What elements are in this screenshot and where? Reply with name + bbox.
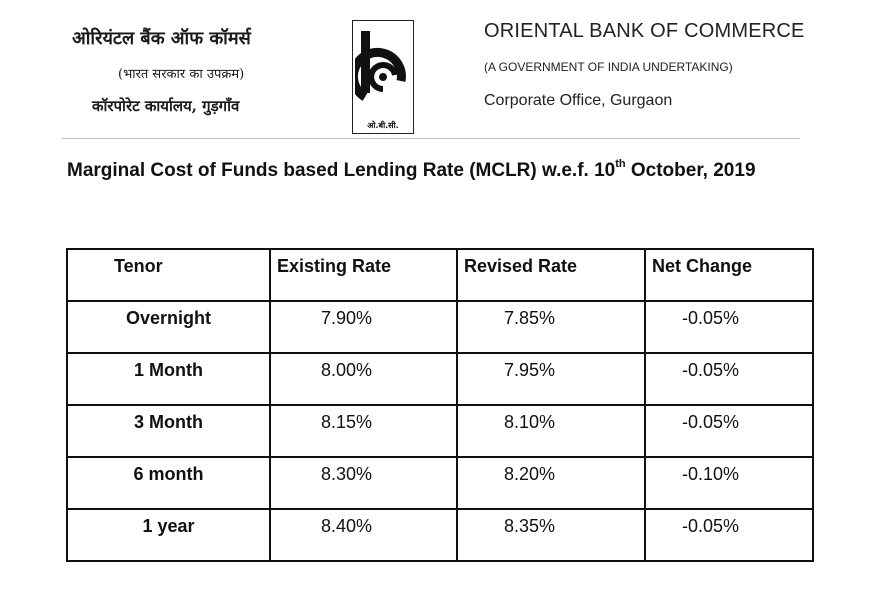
tenor-cell: 1 Month	[67, 353, 270, 405]
tenor-cell: Overnight	[67, 301, 270, 353]
english-office: Corporate Office, Gurgaon	[484, 92, 673, 109]
title-superscript: th	[615, 158, 626, 170]
title-main: Marginal Cost of Funds based Lending Rate (MCLR) w.e.f. 10	[67, 160, 616, 181]
table-row	[67, 457, 813, 509]
tenor-cell: 1 year	[67, 509, 270, 561]
bank-logo	[352, 20, 414, 134]
column-header-revised-rate: Revised Rate	[457, 249, 645, 301]
revised-rate-cell: 7.85%	[457, 301, 645, 353]
hindi-bank-name: ओरियंटल बैंक ऑफ कॉमर्स	[72, 28, 251, 49]
column-header-net-change: Net Change	[645, 249, 813, 301]
revised-rate-cell: 7.95%	[457, 353, 645, 405]
revised-rate-cell: 8.10%	[457, 405, 645, 457]
title-tail: October, 2019	[625, 160, 756, 181]
net-change-cell: -0.10%	[645, 457, 813, 509]
net-change-cell: -0.05%	[645, 301, 813, 353]
existing-rate-cell: 8.00%	[270, 353, 457, 405]
obc-logo-icon	[355, 27, 411, 117]
english-subtitle: (A GOVERNMENT OF INDIA UNDERTAKING)	[484, 60, 733, 74]
mclr-rate-table	[66, 248, 814, 562]
column-header-existing-rate: Existing Rate	[270, 249, 457, 301]
hindi-office: कॉरपोरेट कार्यालय, गुड़गाँव	[92, 97, 240, 115]
revised-rate-cell: 8.20%	[457, 457, 645, 509]
net-change-cell: -0.05%	[645, 353, 813, 405]
table-row	[67, 405, 813, 457]
existing-rate-cell: 8.30%	[270, 457, 457, 509]
net-change-cell: -0.05%	[645, 405, 813, 457]
revised-rate-cell: 8.35%	[457, 509, 645, 561]
net-change-cell: -0.05%	[645, 509, 813, 561]
page-title	[67, 160, 756, 182]
existing-rate-cell: 8.15%	[270, 405, 457, 457]
table-header-row	[67, 249, 813, 301]
logo-caption: ओ.बी.सी.	[367, 121, 399, 130]
existing-rate-cell: 8.40%	[270, 509, 457, 561]
existing-rate-cell: 7.90%	[270, 301, 457, 353]
english-bank-name: ORIENTAL BANK OF COMMERCE	[484, 20, 805, 42]
tenor-cell: 6 month	[67, 457, 270, 509]
header-divider	[62, 138, 800, 139]
hindi-subtitle: (भारत सरकार का उपक्रम)	[118, 67, 245, 82]
column-header-tenor: Tenor	[67, 249, 270, 301]
tenor-cell: 3 Month	[67, 405, 270, 457]
table-row	[67, 353, 813, 405]
table-row	[67, 301, 813, 353]
table-row	[67, 509, 813, 561]
